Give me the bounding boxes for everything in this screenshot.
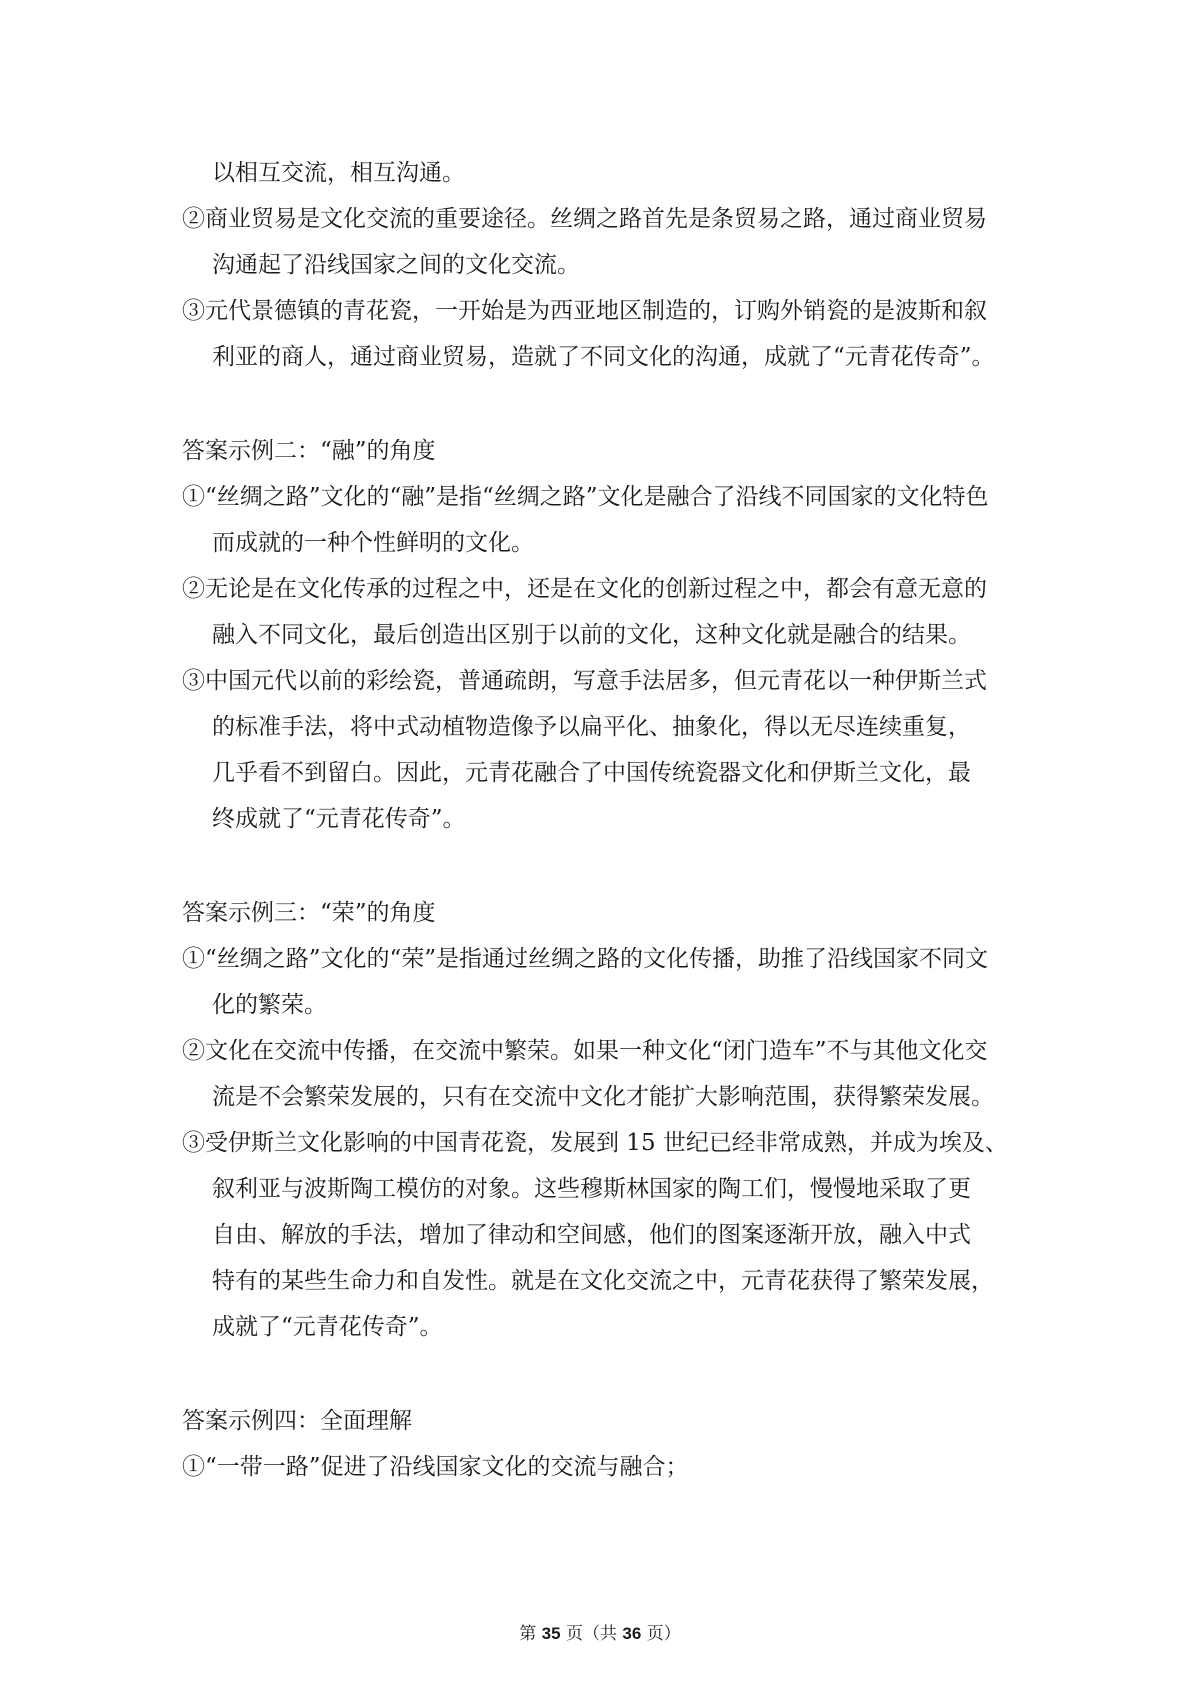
intro-continuation [182, 150, 1022, 196]
list-item [182, 936, 1022, 1028]
text-line: 而成就的一种个性鲜明的文化。 [212, 530, 534, 556]
list-item [182, 566, 1022, 658]
list-item [182, 196, 1022, 288]
text-line: 自由、解放的手法，增加了律动和空间感，他们的图案逐渐开放，融入中式 [212, 1222, 971, 1248]
current-page-number: 35 [541, 1624, 561, 1643]
text-line: 的标准手法，将中式动植物造像予以扁平化、抽象化，得以无尽连续重复， [212, 714, 971, 740]
text-line: 几乎看不到留白。因此，元青花融合了中国传统瓷器文化和伊斯兰文化，最 [212, 760, 971, 786]
list-item [182, 1028, 1022, 1120]
section-gap [182, 842, 1022, 890]
total-page-number: 36 [622, 1624, 642, 1643]
page-footer [0, 1622, 1200, 1646]
text-line: ①“丝绸之路”文化的“融”是指“丝绸之路”文化是融合了沿线不同国家的文化特色 [182, 484, 989, 510]
list-item [182, 288, 1022, 380]
text-line: 终成就了“元青花传奇”。 [212, 806, 466, 832]
text-line: ③中国元代以前的彩绘瓷，普通疏朗，写意手法居多，但元青花以一种伊斯兰式 [182, 668, 987, 694]
footer-suffix: 页） [646, 1624, 681, 1644]
section-gap [182, 1350, 1022, 1398]
text-line: 特有的某些生命力和自发性。就是在文化交流之中，元青花获得了繁荣发展， [212, 1268, 994, 1294]
text-line: 叙利亚与波斯陶工模仿的对象。这些穆斯林国家的陶工们，慢慢地采取了更 [212, 1176, 971, 1202]
list-item [182, 658, 1022, 842]
text-line: ②无论是在文化传承的过程之中，还是在文化的创新过程之中，都会有意无意的 [182, 576, 987, 602]
text-line: ③受伊斯兰文化影响的中国青花瓷，发展到 15 世纪已经非常成熟，并成为埃及、 [182, 1130, 1008, 1156]
footer-prefix: 第 [519, 1624, 537, 1644]
text-line: ②文化在交流中传播，在交流中繁荣。如果一种文化“闭门造车”不与其他文化交 [182, 1038, 988, 1064]
text-line: 流是不会繁荣发展的，只有在交流中文化才能扩大影响范围，获得繁荣发展。 [212, 1084, 994, 1110]
text-line: ②商业贸易是文化交流的重要途径。丝绸之路首先是条贸易之路，通过商业贸易 [182, 206, 987, 232]
list-item [182, 1444, 1022, 1490]
text-line: 利亚的商人，通过商业贸易，造就了不同文化的沟通，成就了“元青花传奇”。 [212, 344, 995, 370]
list-item [182, 474, 1022, 566]
text-line: 沟通起了沿线国家之间的文化交流。 [212, 252, 580, 278]
list-item [182, 1120, 1022, 1350]
text-line: 成就了“元青花传奇”。 [212, 1314, 443, 1340]
text-line: ③元代景德镇的青花瓷，一开始是为西亚地区制造的，订购外销瓷的是波斯和叙 [182, 298, 987, 324]
section-heading: 答案示例二：“融”的角度 [182, 438, 436, 464]
text-line: 融入不同文化，最后创造出区别于以前的文化，这种文化就是融合的结果。 [212, 622, 971, 648]
section-heading: 答案示例四：全面理解 [182, 1408, 412, 1434]
section-gap [182, 380, 1022, 428]
text-line: 以相互交流，相互沟通。 [212, 160, 465, 186]
document-body [182, 150, 1022, 1490]
text-line: 化的繁荣。 [212, 992, 327, 1018]
text-line: ①“一带一路”促进了沿线国家文化的交流与融合； [182, 1454, 689, 1480]
text-line: ①“丝绸之路”文化的“荣”是指通过丝绸之路的文化传播，助推了沿线国家不同文 [182, 946, 989, 972]
footer-middle: 页（共 [566, 1624, 617, 1644]
section-heading: 答案示例三：“荣”的角度 [182, 900, 436, 926]
